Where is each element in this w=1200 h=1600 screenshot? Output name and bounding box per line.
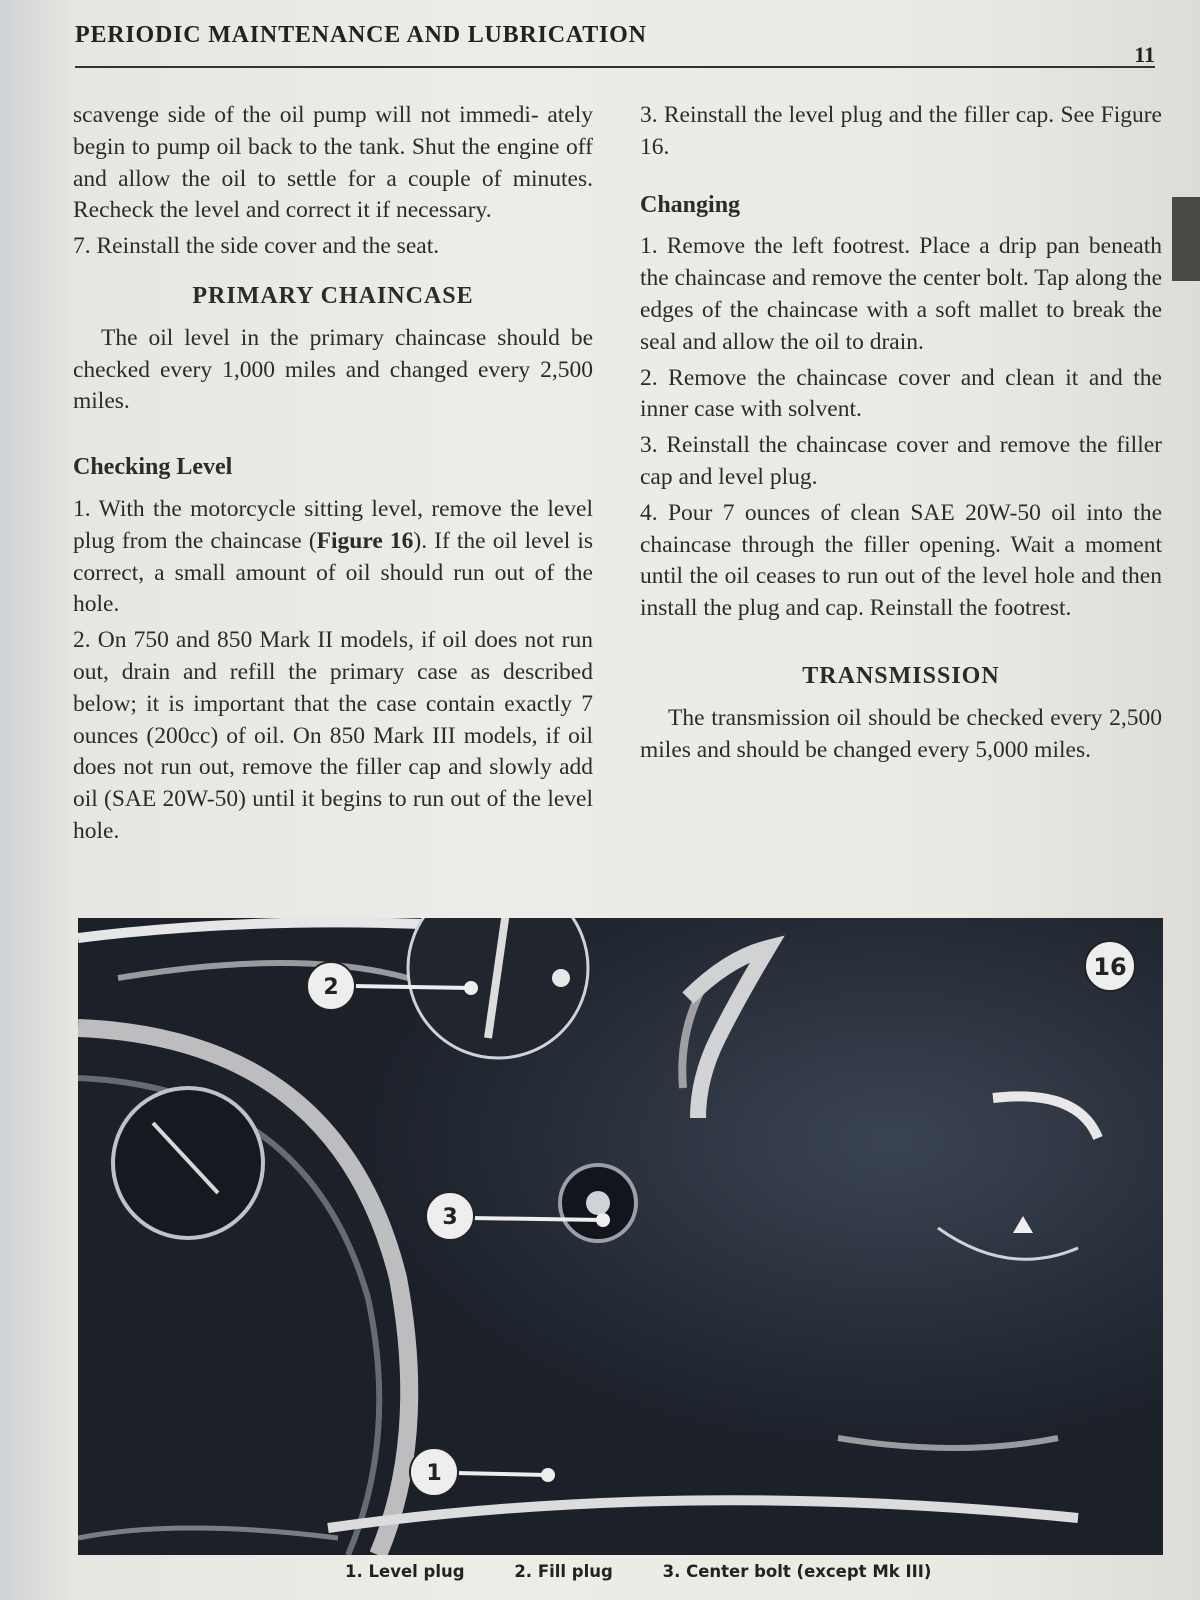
paragraph: 3. Reinstall the chaincase cover and remove the filler cap and level plug. [640, 432, 1162, 490]
caption-item: 3. Center bolt (except Mk III) [662, 1562, 932, 1581]
paragraph: The oil level in the primary chaincase should be checked every 1,000 miles and changed every 2,500 miles. [73, 324, 593, 415]
caption-item: 1. Level plug [345, 1562, 465, 1581]
right-column [640, 100, 1162, 770]
callout-2-label: 2 [323, 975, 339, 1000]
subheading: Changing [640, 191, 741, 218]
paragraph: scavenge side of the oil pump will not immedi- ately begin to pump oil back to the tank. Shut the engine off and allow the oil to settle for a couple of minutes. Recheck the level and correct it if necessary. [73, 102, 593, 224]
paragraph: 7. Reinstall the side cover and the seat. [73, 233, 440, 260]
paragraph: The transmission oil should be checked every 2,500 miles and should be changed every 5,000 miles. [640, 704, 1162, 763]
paragraph: 2. Remove the chaincase cover and clean it and the inner case with solvent. [640, 364, 1162, 423]
paragraph: 1. With the motorcycle sitting level, remove the level plug from the chaincase (Figure 16). If the oil level is correct, a small amount of oil should run out of the hole. [73, 495, 594, 618]
callout-leader [456, 1473, 548, 1475]
callout-leader [353, 986, 471, 988]
page-header [75, 20, 1155, 68]
callout-3-label: 3 [442, 1205, 458, 1230]
thumb-tab [1172, 197, 1200, 281]
paragraph: 2. On 750 and 850 Mark II models, if oil does not run out, drain and refill the primary case as described below; it is important that the case contain exactly 7 ounces (200cc) of oil. On 850 Mark III models, if oil does not run out, remove the filler cap and slowly add oil (SAE 20W-50) until it begins to run out of the level hole. [73, 627, 593, 844]
section-heading: PRIMARY CHAINCASE [192, 282, 474, 309]
paragraph: 1. Remove the left footrest. Place a drip pan beneath the chaincase and remove the center bolt. Tap along the edges of the chaincase with a soft mallet to break the seal and allow the oil to drain. [640, 233, 1162, 355]
figure-caption [345, 1562, 1145, 1581]
paragraph: 3. Reinstall the level plug and the filler cap. See Figure 16. [640, 102, 1162, 160]
callout-1-label: 1 [426, 1461, 442, 1486]
figure-photo [78, 918, 1163, 1555]
left-column [73, 100, 593, 852]
chaincase-photo-illustration [78, 918, 1163, 1555]
section-heading: TRANSMISSION [802, 662, 1000, 689]
page-number: 11 [1134, 42, 1155, 67]
paragraph: 4. Pour 7 ounces of clean SAE 20W-50 oil into the chaincase through the filler opening. Wait a moment until the oil ceases to run out of the level hole and then install the plug and cap. Reinstall the footrest. [640, 499, 1162, 622]
caption-item: 2. Fill plug [514, 1562, 613, 1581]
figure-number: 16 [1093, 953, 1127, 981]
callout-leader [471, 1218, 603, 1220]
figure-reference: Figure 16 [316, 527, 414, 554]
subheading: Checking Level [73, 454, 233, 481]
running-title: PERIODIC MAINTENANCE AND LUBRICATION [75, 22, 647, 48]
